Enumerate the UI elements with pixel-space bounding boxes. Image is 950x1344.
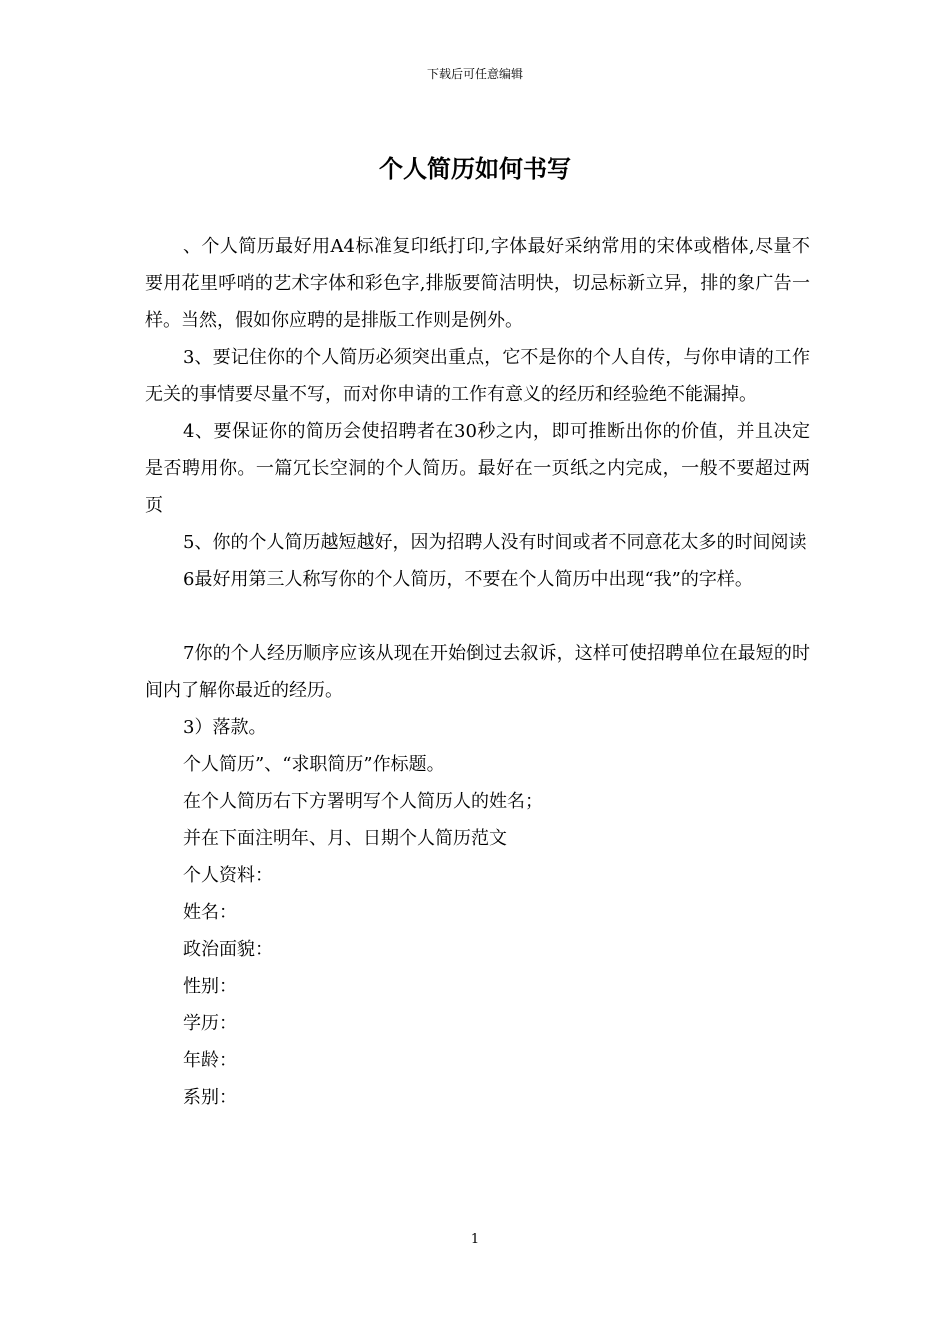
paragraph-6: 7你的个人经历顺序应该从现在开始倒过去叙诉，这样可使招聘单位在最短的时间内了解你最近的经历。 <box>145 643 810 701</box>
page-number: 1 <box>470 1232 480 1247</box>
page-header: 下载后可任意编辑 <box>426 67 523 81</box>
document-body <box>145 228 810 1116</box>
paragraph-7: 3）落款。 <box>183 717 267 738</box>
paragraph-1: 、个人简历最好用A4标准复印纸打印,字体最好采纳常用的宋体或楷体,尽量不要用花里呼哨的艺术字体和彩色字,排版要简洁明快，切忌标新立异，排的象广告一样。当然，假如你应聘的是排版工作则是例外。 <box>145 236 810 331</box>
paragraph-3: 4、要保证你的简历会使招聘者在30秒之内，即可推断出你的价值，并且决定是否聘用你。一篇冗长空洞的个人简历。最好在一页纸之内完成，一般不要超过两页 <box>145 421 810 516</box>
document-title: 个人简历如何书写 <box>379 154 571 183</box>
blank-line <box>145 598 810 635</box>
field-label-name: 姓名： <box>183 902 237 923</box>
field-label-education: 学历： <box>183 1013 237 1034</box>
field-label-political-status: 政治面貌： <box>183 939 273 960</box>
paragraph-2: 3、要记住你的个人简历必须突出重点，它不是你的个人自传，与你申请的工作无关的事情要尽量不写，而对你申请的工作有意义的经历和经验绝不能漏掉。 <box>145 347 810 405</box>
field-label-department: 系别： <box>183 1087 237 1108</box>
paragraph-5: 6最好用第三人称写你的个人简历，不要在个人简历中出现“我”的字样。 <box>183 569 753 590</box>
paragraph-4: 5、你的个人简历越短越好，因为招聘人没有时间或者不同意花太多的时间阅读 <box>183 532 807 553</box>
field-label-gender: 性别： <box>183 976 237 997</box>
paragraph-9: 在个人简历右下方署明写个人简历人的姓名； <box>183 791 543 812</box>
field-label-personal-info: 个人资料： <box>183 865 273 886</box>
paragraph-10: 并在下面注明年、月、日期个人简历范文 <box>183 828 507 849</box>
field-label-age: 年龄： <box>183 1050 237 1071</box>
paragraph-8: 个人简历”、“求职简历”作标题。 <box>183 754 445 775</box>
